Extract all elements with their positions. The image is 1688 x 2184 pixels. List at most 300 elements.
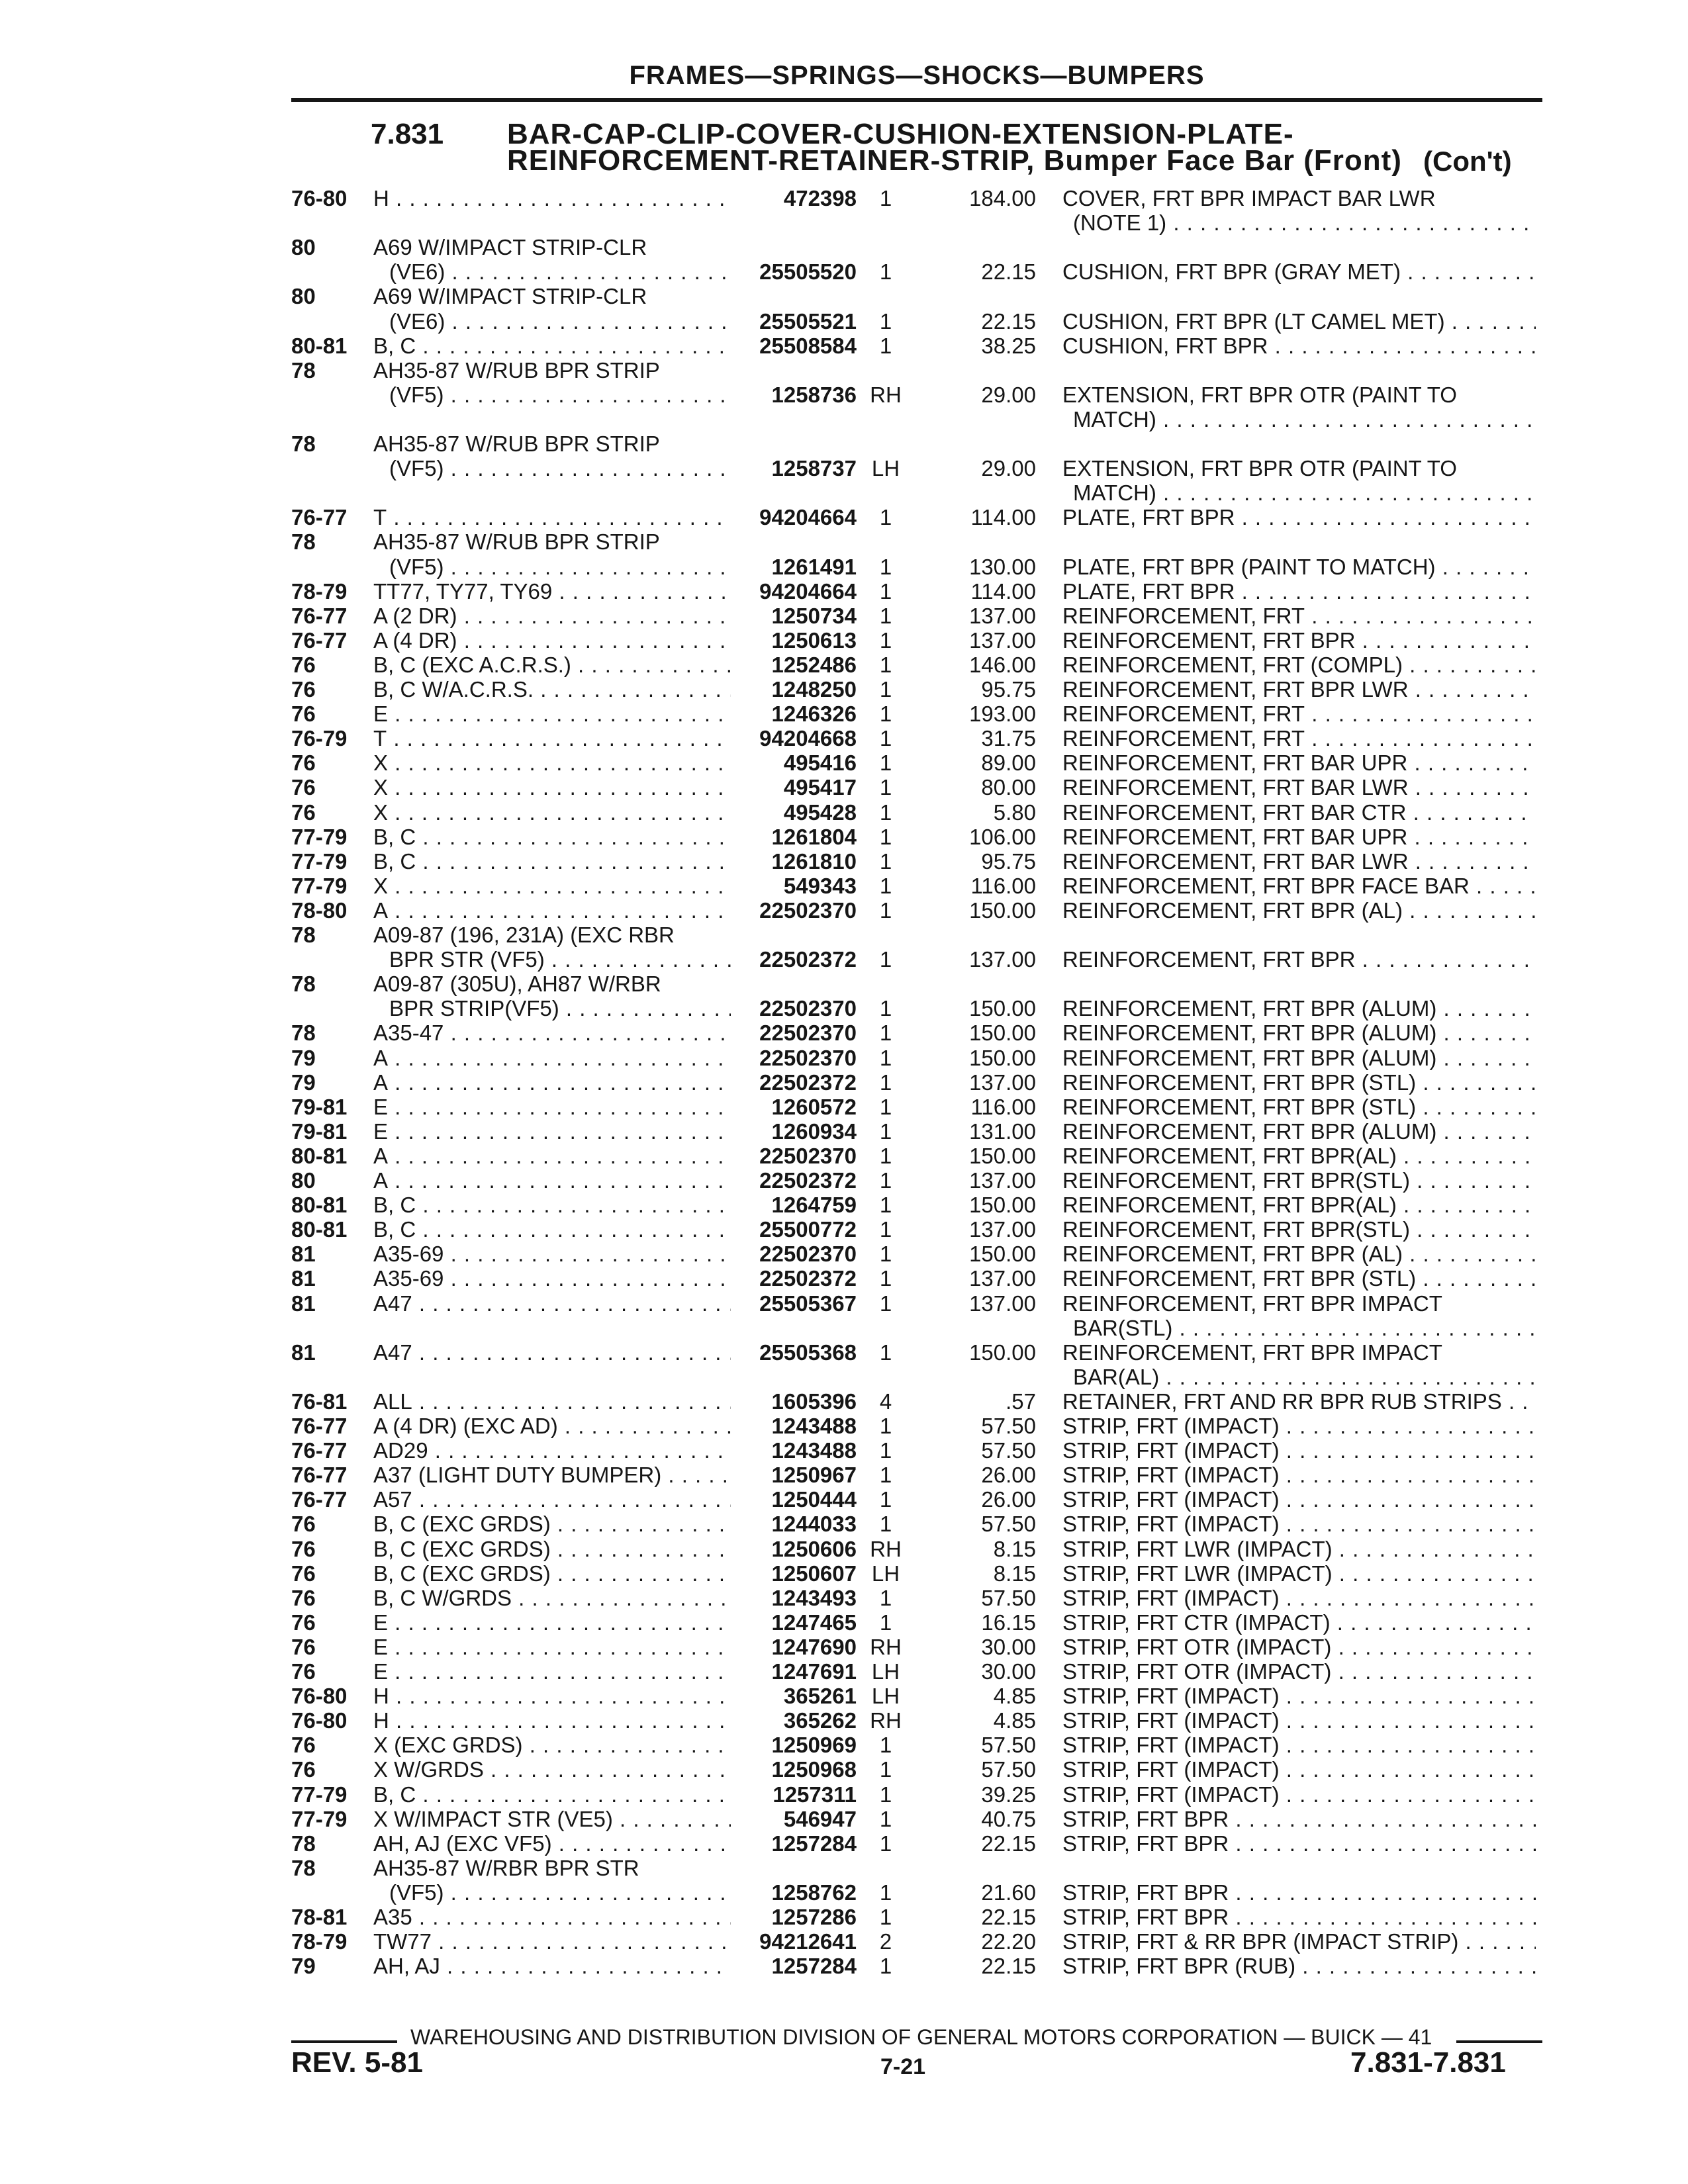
description-cell: PLATE, FRT BPR . . . — [1062, 579, 1536, 604]
year-cell: 76 — [291, 1634, 316, 1659]
footer-division-text: WAREHOUSING AND DISTRIBUTION DIVISION OF GENERAL MOTORS CORPORATION — BUICK — 41 — [410, 2025, 1432, 2049]
price-cell: 150.00 — [969, 1193, 1036, 1218]
part-number-cell: 495416 — [783, 751, 857, 776]
description-cell: REINFORCEMENT, FRT BAR UPR . . . — [1062, 751, 1536, 775]
model-cell: A . . . — [373, 1168, 731, 1193]
table-row — [0, 1831, 1688, 1856]
part-number-cell: 1261810 — [771, 848, 857, 874]
table-row — [0, 1610, 1688, 1635]
table-row — [0, 825, 1688, 849]
table-row — [0, 604, 1688, 628]
quantity-cell: 1 — [879, 308, 892, 334]
year-cell: 79 — [291, 1045, 316, 1070]
quantity-cell: 1 — [879, 1340, 892, 1365]
model-cell: A09-87 (305U), AH87 W/RBR — [373, 972, 661, 997]
model-cell: E . . . — [373, 1659, 731, 1684]
model-cell: A09-87 (196, 231A) (EXC RBR — [373, 923, 675, 947]
description-cell: REINFORCEMENT, FRT BPR (STL) . . . — [1062, 1266, 1536, 1291]
quantity-cell: 1 — [879, 1143, 892, 1168]
quantity-cell: 1 — [879, 627, 892, 653]
price-cell: 150.00 — [969, 1242, 1036, 1267]
price-cell: 29.00 — [981, 456, 1036, 481]
model-cell: (VE6) . . . — [373, 309, 731, 334]
part-number-cell: 25505367 — [759, 1291, 857, 1316]
description-cell: STRIP, FRT CTR (IMPACT) . . . — [1062, 1610, 1536, 1635]
price-cell: 150.00 — [969, 1045, 1036, 1070]
model-cell: AH, AJ (EXC VF5) . . . — [373, 1831, 731, 1856]
quantity-cell: 1 — [879, 603, 892, 628]
model-cell: B, C . . . — [373, 334, 731, 358]
model-cell: E . . . — [373, 1095, 731, 1119]
quantity-cell: 1 — [879, 897, 892, 923]
year-cell: 78-81 — [291, 1905, 348, 1929]
table-row — [0, 1217, 1688, 1242]
price-cell: 16.15 — [981, 1610, 1036, 1635]
year-cell: 78 — [291, 972, 316, 997]
table-row — [0, 1905, 1688, 1929]
description-cell: REINFORCEMENT, FRT BAR LWR . . . — [1062, 849, 1536, 874]
part-number-cell: 25500772 — [759, 1217, 857, 1242]
price-cell: 95.75 — [981, 677, 1036, 702]
table-row — [0, 628, 1688, 653]
quantity-cell: 1 — [879, 1806, 892, 1831]
table-row — [0, 1316, 1688, 1340]
table-row — [0, 505, 1688, 529]
model-cell: A35 . . . — [373, 1905, 731, 1929]
quantity-cell: 1 — [879, 1266, 892, 1291]
price-cell: 40.75 — [981, 1806, 1036, 1831]
year-cell: 76 — [291, 1659, 316, 1684]
quantity-cell: 1 — [879, 1118, 892, 1144]
price-cell: 57.50 — [981, 1733, 1036, 1758]
description-cell: REINFORCEMENT, FRT BPR(AL) . . . — [1062, 1144, 1536, 1168]
price-cell: 80.00 — [981, 775, 1036, 800]
part-number-cell: 22502372 — [759, 1168, 857, 1193]
footer-page-number: 7-21 — [880, 2054, 926, 2079]
part-number-cell: 1258737 — [771, 456, 857, 481]
model-cell: X . . . — [373, 775, 731, 799]
model-cell: B, C (EXC GRDS) . . . — [373, 1561, 731, 1586]
part-number-cell: 94204664 — [759, 505, 857, 530]
year-cell: 76 — [291, 1757, 316, 1782]
quantity-cell: 1 — [879, 1954, 892, 1979]
part-number-cell: 1257284 — [771, 1831, 857, 1856]
model-cell: B, C . . . — [373, 849, 731, 874]
table-row — [0, 1463, 1688, 1487]
quantity-cell: 1 — [879, 1880, 892, 1905]
description-cell: STRIP, FRT LWR (IMPACT) . . . — [1062, 1561, 1536, 1586]
price-cell: 150.00 — [969, 897, 1036, 923]
model-cell: AH35-87 W/RUB BPR STRIP — [373, 432, 660, 456]
quantity-cell: 1 — [879, 1733, 892, 1758]
table-row — [0, 1880, 1688, 1905]
year-cell: 79 — [291, 1069, 316, 1095]
table-row — [0, 1684, 1688, 1708]
description-cell: STRIP, FRT (IMPACT) . . . — [1062, 1757, 1536, 1782]
quantity-cell: 2 — [879, 1929, 892, 1954]
table-row — [0, 972, 1688, 996]
part-number-cell: 25505368 — [759, 1340, 857, 1365]
description-cell: STRIP, FRT BPR . . . — [1062, 1807, 1536, 1831]
description-cell: REINFORCEMENT, FRT BPR(AL) . . . — [1062, 1193, 1536, 1217]
year-cell: 78-80 — [291, 897, 348, 923]
table-row — [0, 186, 1688, 210]
quantity-cell: 1 — [879, 873, 892, 898]
model-cell: AD29 . . . — [373, 1438, 731, 1463]
part-number-cell: 1250734 — [771, 603, 857, 628]
price-cell: 137.00 — [969, 1168, 1036, 1193]
part-number-cell: 25508584 — [759, 333, 857, 358]
table-row — [0, 1021, 1688, 1045]
table-row — [0, 726, 1688, 751]
description-cell: MATCH) . . . — [1062, 407, 1536, 432]
year-cell: 76 — [291, 799, 316, 825]
description-cell: REINFORCEMENT, FRT BPR (STL) . . . — [1062, 1070, 1536, 1095]
description-cell: MATCH) . . . — [1062, 480, 1536, 505]
price-cell: 137.00 — [969, 1217, 1036, 1242]
price-cell: 150.00 — [969, 996, 1036, 1021]
table-row — [0, 800, 1688, 825]
table-row — [0, 1782, 1688, 1807]
year-cell: 76 — [291, 1561, 316, 1586]
model-cell: AH, AJ . . . — [373, 1954, 731, 1978]
year-cell: 76-77 — [291, 1438, 348, 1463]
table-row — [0, 677, 1688, 702]
quantity-cell: RH — [870, 1634, 902, 1659]
quantity-cell: RH — [870, 1536, 902, 1561]
year-cell: 76 — [291, 677, 316, 702]
quantity-cell: LH — [871, 1684, 900, 1709]
model-cell: A35-47 . . . — [373, 1021, 731, 1045]
table-row — [0, 309, 1688, 334]
model-cell: X . . . — [373, 751, 731, 775]
year-cell: 76-77 — [291, 1463, 348, 1488]
price-cell: .57 — [1006, 1388, 1036, 1414]
model-cell: A . . . — [373, 1144, 731, 1168]
model-cell: AH35-87 W/RUB BPR STRIP — [373, 357, 660, 383]
quantity-cell: 1 — [879, 652, 892, 677]
model-cell: (VF5) . . . — [373, 383, 731, 407]
price-cell: 30.00 — [981, 1634, 1036, 1659]
description-cell: RETAINER, FRT AND RR BPR RUB STRIPS . . . — [1062, 1389, 1536, 1414]
table-row — [0, 874, 1688, 898]
model-cell: X W/IMPACT STR (VE5) . . . — [373, 1807, 731, 1831]
quantity-cell: 1 — [879, 1021, 892, 1046]
table-row — [0, 702, 1688, 726]
price-cell: 146.00 — [969, 652, 1036, 677]
model-cell: B, C W/A.C.R.S. . . . — [373, 677, 731, 702]
part-number-cell: 1250968 — [771, 1757, 857, 1782]
model-cell: E . . . — [373, 702, 731, 726]
model-cell: B, C . . . — [373, 825, 731, 849]
description-cell: STRIP, FRT (IMPACT) . . . — [1062, 1684, 1536, 1708]
table-row — [0, 1266, 1688, 1291]
price-cell: 57.50 — [981, 1438, 1036, 1463]
part-number-cell: 1243488 — [771, 1438, 857, 1463]
model-cell: E . . . — [373, 1119, 731, 1144]
model-cell: A (4 DR) . . . — [373, 628, 731, 653]
price-cell: 131.00 — [969, 1118, 1036, 1144]
model-cell: H . . . — [373, 1708, 731, 1733]
description-cell: CUSHION, FRT BPR (GRAY MET) . . . — [1062, 259, 1536, 284]
price-cell: 150.00 — [969, 1340, 1036, 1365]
quantity-cell: 1 — [879, 505, 892, 530]
model-cell: A35-69 . . . — [373, 1266, 731, 1291]
description-cell: STRIP, FRT BPR . . . — [1062, 1880, 1536, 1905]
part-number-cell: 365261 — [783, 1684, 857, 1709]
price-cell: 8.15 — [993, 1561, 1036, 1586]
quantity-cell: 1 — [879, 677, 892, 702]
description-cell: REINFORCEMENT, FRT BPR IMPACT — [1062, 1291, 1442, 1316]
quantity-cell: 1 — [879, 1414, 892, 1438]
model-cell: B, C (EXC GRDS) . . . — [373, 1537, 731, 1561]
model-cell: T . . . — [373, 726, 731, 751]
quantity-cell: 1 — [879, 333, 892, 358]
description-cell: STRIP, FRT LWR (IMPACT) . . . — [1062, 1537, 1536, 1561]
part-number-cell: 22502372 — [759, 947, 857, 972]
quantity-cell: 1 — [879, 1905, 892, 1929]
table-row — [0, 653, 1688, 677]
year-cell: 76 — [291, 652, 316, 677]
part-number-cell: 1260934 — [771, 1118, 857, 1144]
table-row — [0, 1487, 1688, 1512]
quantity-cell: LH — [871, 456, 900, 481]
table-row — [0, 1414, 1688, 1438]
year-cell: 76-80 — [291, 1684, 348, 1709]
description-cell: REINFORCEMENT, FRT BPR (ALUM) . . . — [1062, 1119, 1536, 1144]
part-number-cell: 472398 — [783, 186, 857, 210]
table-row — [0, 210, 1688, 235]
model-cell: A (4 DR) (EXC AD) . . . — [373, 1414, 731, 1438]
model-cell: T . . . — [373, 505, 731, 529]
quantity-cell: 1 — [879, 1193, 892, 1218]
table-row — [0, 1635, 1688, 1659]
price-cell: 38.25 — [981, 333, 1036, 358]
part-number-cell: 22502370 — [759, 1045, 857, 1070]
description-cell: STRIP, FRT BPR . . . — [1062, 1905, 1536, 1929]
price-cell: 150.00 — [969, 1143, 1036, 1168]
model-cell: B, C (EXC GRDS) . . . — [373, 1512, 731, 1536]
table-row — [0, 529, 1688, 554]
part-number-cell: 1260572 — [771, 1094, 857, 1119]
price-cell: 137.00 — [969, 603, 1036, 628]
year-cell: 76-77 — [291, 627, 348, 653]
description-cell: REINFORCEMENT, FRT BPR LWR . . . — [1062, 677, 1536, 702]
year-cell: 79-81 — [291, 1094, 348, 1119]
description-cell: EXTENSION, FRT BPR OTR (PAINT TO — [1062, 382, 1457, 407]
price-cell: 150.00 — [969, 1021, 1036, 1046]
year-cell: 80-81 — [291, 1193, 348, 1218]
quantity-cell: 1 — [879, 1242, 892, 1267]
year-cell: 80 — [291, 235, 316, 260]
part-number-cell: 1257284 — [771, 1954, 857, 1979]
year-cell: 77-79 — [291, 873, 348, 898]
model-cell: A35-69 . . . — [373, 1242, 731, 1266]
description-cell: REINFORCEMENT, FRT BPR (ALUM) . . . — [1062, 996, 1536, 1021]
quantity-cell: 1 — [879, 1487, 892, 1512]
table-row — [0, 407, 1688, 432]
description-cell: STRIP, FRT & RR BPR (IMPACT STRIP) . . . — [1062, 1929, 1536, 1954]
year-cell: 80-81 — [291, 1217, 348, 1242]
table-row — [0, 1193, 1688, 1217]
part-number-cell: 22502372 — [759, 1266, 857, 1291]
part-number-cell: 22502370 — [759, 1021, 857, 1046]
table-row — [0, 259, 1688, 284]
part-number-cell: 1261491 — [771, 554, 857, 579]
year-cell: 76-77 — [291, 505, 348, 530]
table-row — [0, 358, 1688, 383]
year-cell: 76 — [291, 775, 316, 800]
part-number-cell: 1250967 — [771, 1463, 857, 1488]
model-cell: AH35-87 W/RUB BPR STRIP — [373, 529, 660, 555]
table-row — [0, 383, 1688, 407]
description-cell: STRIP, FRT BPR (RUB) . . . — [1062, 1954, 1536, 1978]
year-cell: 81 — [291, 1242, 316, 1267]
price-cell: 21.60 — [981, 1880, 1036, 1905]
table-row — [0, 235, 1688, 259]
model-cell: A . . . — [373, 1046, 731, 1070]
quantity-cell: 1 — [879, 751, 892, 776]
part-number-cell: 22502370 — [759, 996, 857, 1021]
part-number-cell: 1258762 — [771, 1880, 857, 1905]
quantity-cell: RH — [870, 1708, 902, 1733]
year-cell: 78 — [291, 923, 316, 947]
part-number-cell: 22502372 — [759, 1069, 857, 1095]
part-number-cell: 1258736 — [771, 382, 857, 407]
footer-section-range: 7.831-7.831 — [1350, 2046, 1506, 2079]
part-number-cell: 1264759 — [771, 1193, 857, 1218]
table-row — [0, 1659, 1688, 1684]
price-cell: 137.00 — [969, 627, 1036, 653]
description-cell: STRIP, FRT (IMPACT) . . . — [1062, 1586, 1536, 1610]
part-number-cell: 22502370 — [759, 1242, 857, 1267]
model-cell: ALL . . . — [373, 1389, 731, 1414]
model-cell: A . . . — [373, 1070, 731, 1095]
price-cell: 5.80 — [993, 799, 1036, 825]
model-cell: AH35-87 W/RBR BPR STR — [373, 1855, 639, 1880]
price-cell: 26.00 — [981, 1487, 1036, 1512]
description-cell: REINFORCEMENT, FRT . . . — [1062, 726, 1536, 751]
price-cell: 31.75 — [981, 726, 1036, 751]
quantity-cell: 1 — [879, 1069, 892, 1095]
year-cell: 76 — [291, 1733, 316, 1758]
description-cell: REINFORCEMENT, FRT . . . — [1062, 604, 1536, 628]
description-cell: CUSHION, FRT BPR (LT CAMEL MET) . . . — [1062, 309, 1536, 334]
part-number-cell: 94212641 — [759, 1929, 857, 1954]
model-cell: H . . . — [373, 1684, 731, 1708]
part-number-cell: 365262 — [783, 1708, 857, 1733]
model-cell: X . . . — [373, 874, 731, 898]
year-cell: 79-81 — [291, 1118, 348, 1144]
model-cell: A37 (LIGHT DUTY BUMPER) . . . — [373, 1463, 731, 1487]
quantity-cell: 1 — [879, 578, 892, 604]
year-cell: 77-79 — [291, 848, 348, 874]
quantity-cell: 1 — [879, 1757, 892, 1782]
model-cell: B, C . . . — [373, 1782, 731, 1807]
footer-revision: REV. 5-81 — [291, 2046, 423, 2079]
year-cell: 80-81 — [291, 333, 348, 358]
quantity-cell: 1 — [879, 186, 892, 210]
table-row — [0, 1438, 1688, 1463]
price-cell: 22.15 — [981, 1831, 1036, 1856]
table-row — [0, 849, 1688, 874]
year-cell: 76-77 — [291, 1487, 348, 1512]
quantity-cell: 1 — [879, 1168, 892, 1193]
price-cell: 57.50 — [981, 1585, 1036, 1610]
part-number-cell: 546947 — [783, 1806, 857, 1831]
part-number-cell: 549343 — [783, 873, 857, 898]
table-row — [0, 898, 1688, 923]
quantity-cell: 1 — [879, 799, 892, 825]
description-cell: STRIP, FRT OTR (IMPACT) . . . — [1062, 1635, 1536, 1659]
table-row — [0, 579, 1688, 604]
quantity-cell: 1 — [879, 775, 892, 800]
model-cell: E . . . — [373, 1610, 731, 1635]
price-cell: 137.00 — [969, 1266, 1036, 1291]
model-cell: B, C . . . — [373, 1217, 731, 1242]
description-cell: STRIP, FRT (IMPACT) . . . — [1062, 1438, 1536, 1463]
quantity-cell: 1 — [879, 996, 892, 1021]
section-title-line-1: BAR-CAP-CLIP-COVER-CUSHION-EXTENSION-PLATE- — [507, 118, 1294, 150]
description-cell: REINFORCEMENT, FRT BPR (ALUM) . . . — [1062, 1021, 1536, 1045]
year-cell: 81 — [291, 1340, 316, 1365]
description-cell: CUSHION, FRT BPR . . . — [1062, 334, 1536, 358]
description-cell: STRIP, FRT (IMPACT) . . . — [1062, 1512, 1536, 1536]
quantity-cell: LH — [871, 1561, 900, 1586]
quantity-cell: 1 — [879, 947, 892, 972]
description-cell: COVER, FRT BPR IMPACT BAR LWR — [1062, 186, 1436, 210]
model-cell: A47 . . . — [373, 1340, 731, 1365]
table-row — [0, 1242, 1688, 1266]
table-row — [0, 456, 1688, 480]
year-cell: 76-80 — [291, 1708, 348, 1733]
quantity-cell: LH — [871, 1659, 900, 1684]
year-cell: 76-79 — [291, 726, 348, 751]
table-row — [0, 1512, 1688, 1536]
part-number-cell: 1244033 — [771, 1512, 857, 1537]
part-number-cell: 1257311 — [773, 1782, 857, 1807]
description-cell: REINFORCEMENT, FRT BPR (AL) . . . — [1062, 1242, 1536, 1266]
part-number-cell: 1250606 — [771, 1536, 857, 1561]
year-cell: 76-80 — [291, 186, 348, 210]
table-row — [0, 751, 1688, 775]
table-row — [0, 1586, 1688, 1610]
table-row — [0, 284, 1688, 308]
page-header-title: FRAMES—SPRINGS—SHOCKS—BUMPERS — [629, 61, 1205, 90]
price-cell: 22.15 — [981, 1954, 1036, 1979]
part-number-cell: 1247690 — [771, 1634, 857, 1659]
table-row — [0, 1807, 1688, 1831]
description-cell: REINFORCEMENT, FRT . . . — [1062, 702, 1536, 726]
part-number-cell: 1605396 — [771, 1388, 857, 1414]
model-cell: (VF5) . . . — [373, 555, 731, 579]
description-cell: STRIP, FRT (IMPACT) . . . — [1062, 1463, 1536, 1487]
price-cell: 193.00 — [969, 702, 1036, 727]
year-cell: 76 — [291, 702, 316, 727]
price-cell: 184.00 — [969, 186, 1036, 210]
table-row — [0, 1095, 1688, 1119]
table-row — [0, 775, 1688, 799]
description-cell: REINFORCEMENT, FRT BAR LWR . . . — [1062, 775, 1536, 799]
quantity-cell: 1 — [879, 1585, 892, 1610]
part-number-cell: 25505521 — [759, 308, 857, 334]
model-cell: X W/GRDS . . . — [373, 1757, 731, 1782]
price-cell: 116.00 — [970, 873, 1036, 898]
part-number-cell: 94204668 — [759, 726, 857, 751]
table-row — [0, 1340, 1688, 1365]
year-cell: 76 — [291, 1610, 316, 1635]
price-cell: 57.50 — [981, 1414, 1036, 1438]
